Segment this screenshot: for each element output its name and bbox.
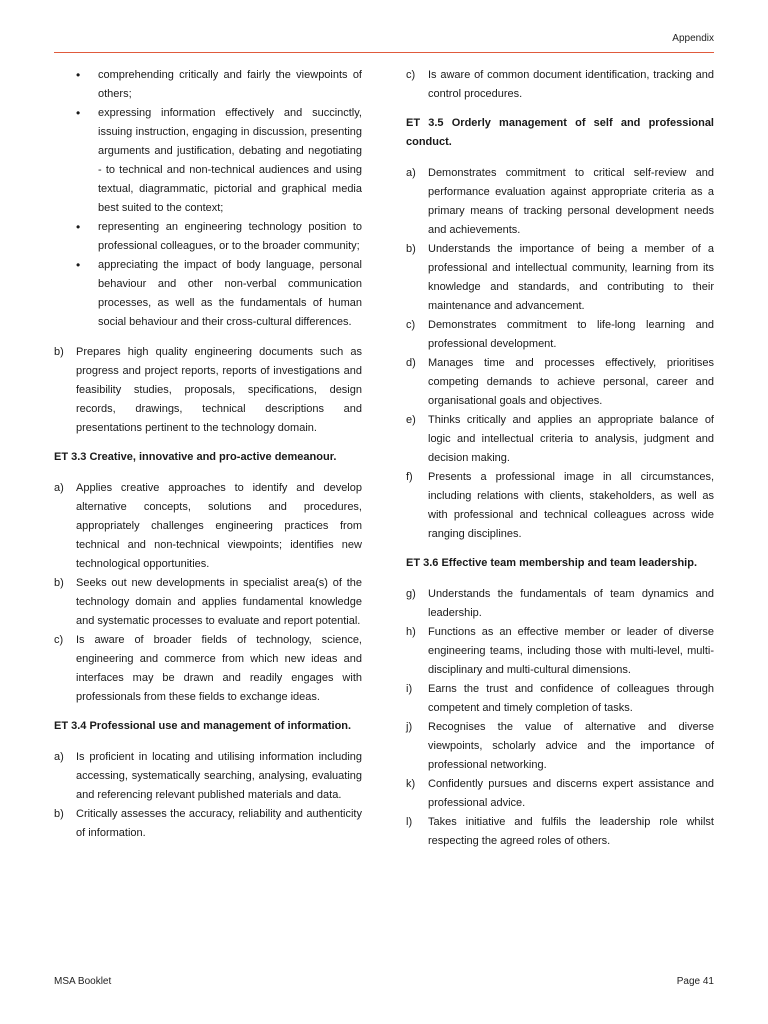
item-list-et35 [406,164,714,544]
item-text: Is aware of broader fields of technology, science, engineering and commerce from which new ideas and interfaces may be drawn and readily engages with professionals from these fields to exchange ideas. [76,634,362,703]
list-item [406,680,714,718]
section-heading-et34: ET 3.4 Professional use and management of information. [54,720,352,732]
left-column [54,66,362,843]
item-text: Prepares high quality engineering documents such as progress and project reports, reports of investigations and feasibility studies, proposals, specifications, design records, drawings, technical descriptions and presentations pertinent to the technology domain. [76,346,362,434]
item-marker: c) [406,319,416,331]
list-item [406,66,714,104]
item-marker: l) [406,816,413,828]
footer-page-number: Page 41 [676,976,714,987]
list-item [406,240,714,316]
item-list-document-control [406,66,714,104]
list-item [406,623,714,680]
item-marker: c) [406,69,416,81]
item-text: Manages time and processes effectively, prioritises competing demands to achieve personal, career and organisational goals and objectives. [428,357,714,407]
item-marker: b) [406,243,416,255]
header-rule [54,52,714,53]
right-column [406,66,714,851]
item-marker: d) [406,357,416,369]
item-list-et36 [406,585,714,851]
item-text: Earns the trust and confidence of colleagues through competent and timely completion of tasks. [428,683,714,714]
item-text: Demonstrates commitment to life-long learning and professional development. [428,319,714,350]
running-header: Appendix [672,33,714,44]
item-text: Thinks critically and applies an appropriate balance of logic and intellectual criteria to analysis, judgment and decision making. [428,414,714,464]
item-marker: g) [406,588,416,600]
item-marker: b) [54,346,64,358]
item-text: Understands the importance of being a member of a professional and intellectual community, learning from its knowledge and standards, and contributing to their maintenance and advancement. [428,243,714,312]
bullet-item: • expressing information effectively and succinctly, issuing instruction, engaging in discussion, presenting arguments and justification, debating and negotiating - to technical and non-technical audiences and using textual, diagrammatic, pictorial and graphical media best suited to the context; [54,104,362,218]
item-list-et34 [54,748,362,843]
list-item [54,748,362,805]
list-item [406,718,714,775]
section-heading-et33: ET 3.3 Creative, innovative and pro-active demeanour. [54,451,337,463]
item-text: Applies creative approaches to identify and develop alternative concepts, solutions and procedures, appropriately challenges engineering practices from technical and non-technical viewpoints; identifies new technological opportunities. [76,482,362,570]
list-item [54,631,362,707]
list-item [406,585,714,623]
item-marker: j) [406,721,413,733]
list-item [54,479,362,574]
item-marker: f) [406,471,413,483]
communication-bullet-list [54,66,362,332]
item-marker: a) [54,751,64,763]
item-text: Demonstrates commitment to critical self-review and performance evaluation against appropriate criteria as a primary means of tracking personal development needs and achievements. [428,167,714,236]
list-item [406,775,714,813]
item-text: Is aware of common document identification, tracking and control procedures. [428,69,714,100]
section-heading-et35: ET 3.5 Orderly management of self and professional conduct. [406,117,714,148]
section-heading-et36: ET 3.6 Effective team membership and team leadership. [406,557,697,569]
list-item [406,813,714,851]
item-marker: i) [406,683,413,695]
item-marker: b) [54,808,64,820]
footer-booklet-name: MSA Booklet [54,976,112,987]
list-item [406,164,714,240]
list-item [406,354,714,411]
item-marker: k) [406,778,416,790]
item-marker: h) [406,626,416,638]
list-item [406,468,714,544]
bullet-item: • representing an engineering technology position to professional colleagues, or to the broader community; [54,218,362,256]
item-text: Recognises the value of alternative and diverse viewpoints, scholarly advice and the importance of professional networking. [428,721,714,771]
item-text: Takes initiative and fulfils the leadership role whilst respecting the agreed roles of others. [428,816,714,847]
item-text: Understands the fundamentals of team dynamics and leadership. [428,588,714,619]
item-text: Is proficient in locating and utilising information including accessing, systematically searching, analysing, evaluating and referencing relevant published materials and data. [76,751,362,801]
item-text: Presents a professional image in all circumstances, including relations with clients, stakeholders, as well as with professional and technical colleagues across wide ranging disciplines. [428,471,714,540]
bullet-item: • appreciating the impact of body language, personal behaviour and other non-verbal communication processes, as well as the fundamentals of human social behaviour and their cross-cultural differences. [54,256,362,332]
list-item [406,411,714,468]
item-marker: a) [54,482,64,494]
list-item [54,343,362,438]
item-text: Functions as an effective member or leader of diverse engineering teams, including those with multi-level, multi-disciplinary and multi-cultural dimensions. [428,626,714,676]
bullet-item: • comprehending critically and fairly the viewpoints of others; [54,66,362,104]
item-marker: c) [54,634,64,646]
item-marker: a) [406,167,416,179]
item-marker: e) [406,414,416,426]
item-text: Confidently pursues and discerns expert assistance and professional advice. [428,778,714,809]
list-item [54,805,362,843]
item-list-et33 [54,479,362,707]
item-marker: b) [54,577,64,589]
list-item [54,574,362,631]
item-text: Seeks out new developments in specialist area(s) of the technology domain and applies fundamental knowledge and systematic processes to evaluate and report potential. [76,577,362,627]
item-list-documents [54,343,362,438]
item-text: Critically assesses the accuracy, reliability and authenticity of information. [76,808,362,839]
list-item [406,316,714,354]
